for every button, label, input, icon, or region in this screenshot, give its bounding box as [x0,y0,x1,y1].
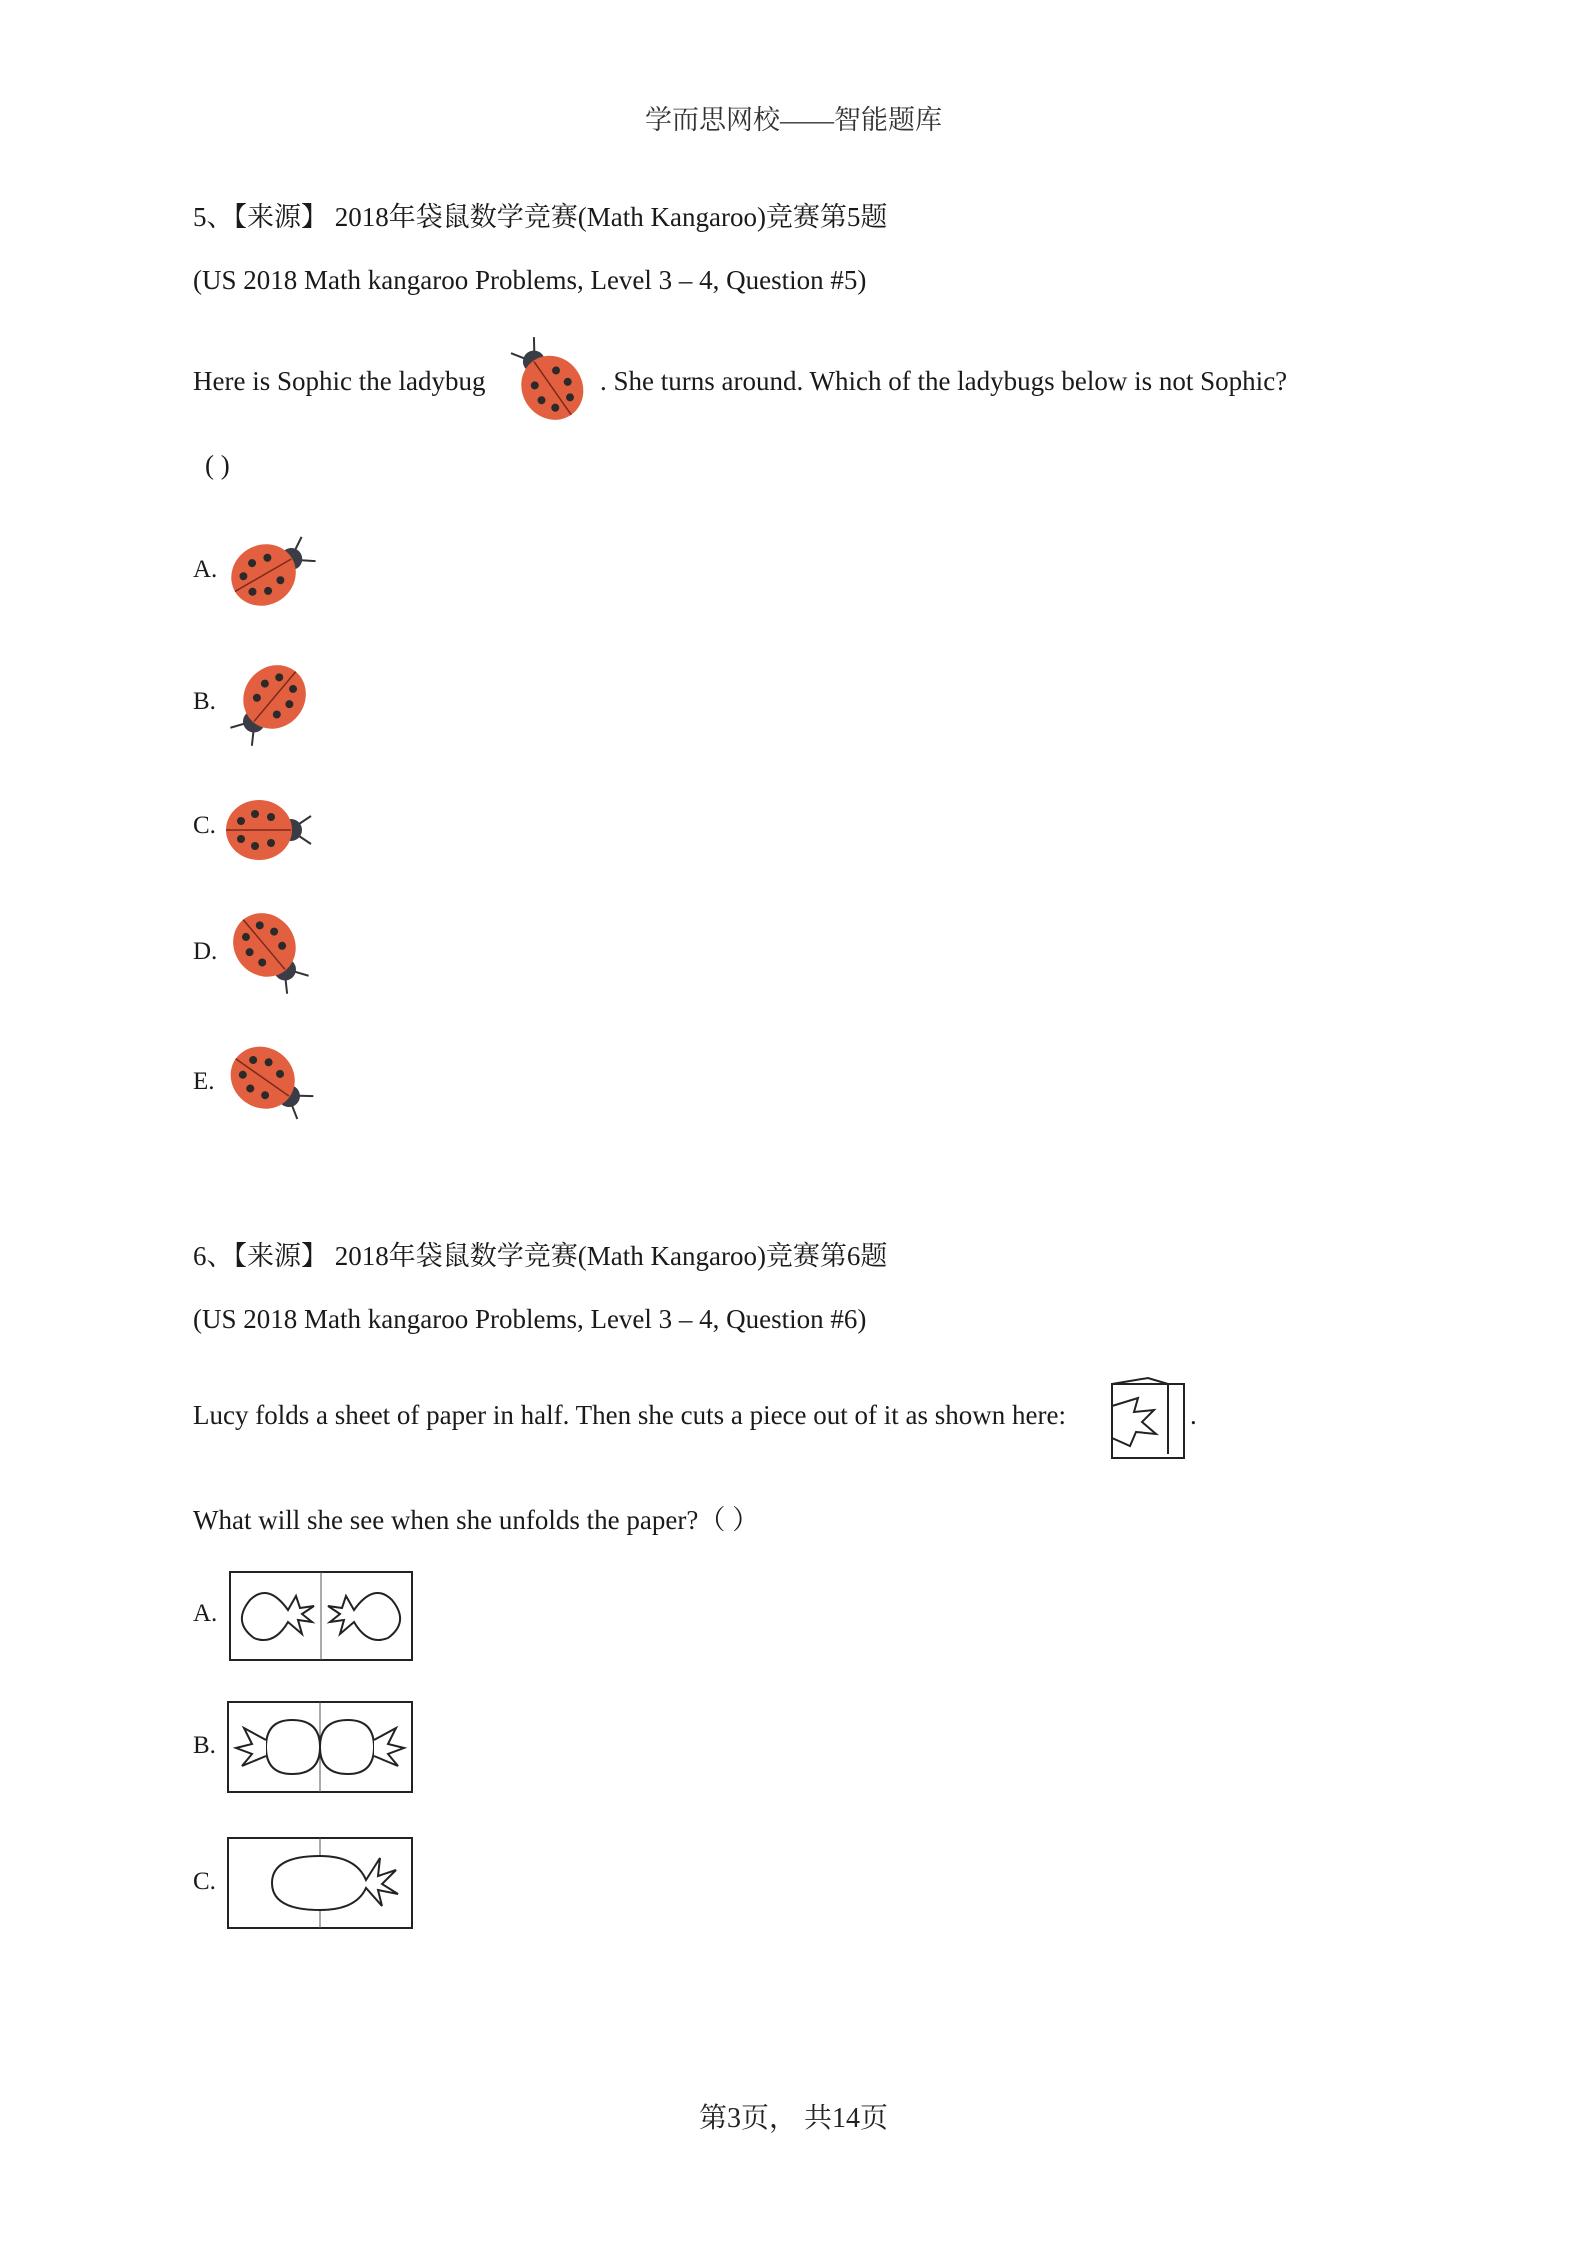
ladybug-icon [222,902,322,1002]
q5-reference: (US 2018 Math kangaroo Problems, Level 3 – 4, Question #5) [193,265,867,295]
q6-prompt: What will she see when she unfolds the paper?（ ） [193,1505,760,1535]
q5-text-before: Here is Sophic the ladybug [193,366,486,396]
folded-paper-icon [1110,1376,1186,1460]
q5-source: 5、【来源】 2018年袋鼠数学竞赛(Math Kangaroo)竞赛第5题 [193,202,888,232]
q6-option-a-label: A. [193,1600,218,1627]
unfolded-paper-icon [226,1836,414,1930]
q6-source: 6、【来源】 2018年袋鼠数学竞赛(Math Kangaroo)竞赛第6题 [193,1241,888,1271]
q5-option-a-label: A. [193,556,218,583]
unfolded-paper-icon [226,1700,414,1794]
q5-text-after: . She turns around. Which of the ladybugs below is not Sophic? [600,366,1288,396]
page-header-title: 学而思网校——智能题库 [645,105,942,135]
q6-text-after: . [1190,1400,1197,1430]
ladybug-icon [222,652,322,752]
q6-reference: (US 2018 Math kangaroo Problems, Level 3 – 4, Question #6) [193,1304,867,1334]
ladybug-icon [218,780,323,880]
q5-option-d-label: D. [193,938,218,965]
q6-text-before: Lucy folds a sheet of paper in half. Then she cuts a piece out of it as shown here: [193,1400,1066,1430]
ladybug-icon [500,330,600,435]
q6-option-c-label: C. [193,1868,216,1895]
q6-option-b-label: B. [193,1732,216,1759]
ladybug-icon [222,518,322,618]
q5-option-c-label: C. [193,812,216,839]
ladybug-icon [222,1030,322,1130]
q5-option-b-label: B. [193,688,216,715]
unfolded-paper-icon [228,1570,414,1662]
page-footer-number: 第3页， 共14页 [698,2103,888,2134]
q5-answer-paren: ( ) [205,450,230,480]
q5-option-e-label: E. [193,1068,215,1095]
